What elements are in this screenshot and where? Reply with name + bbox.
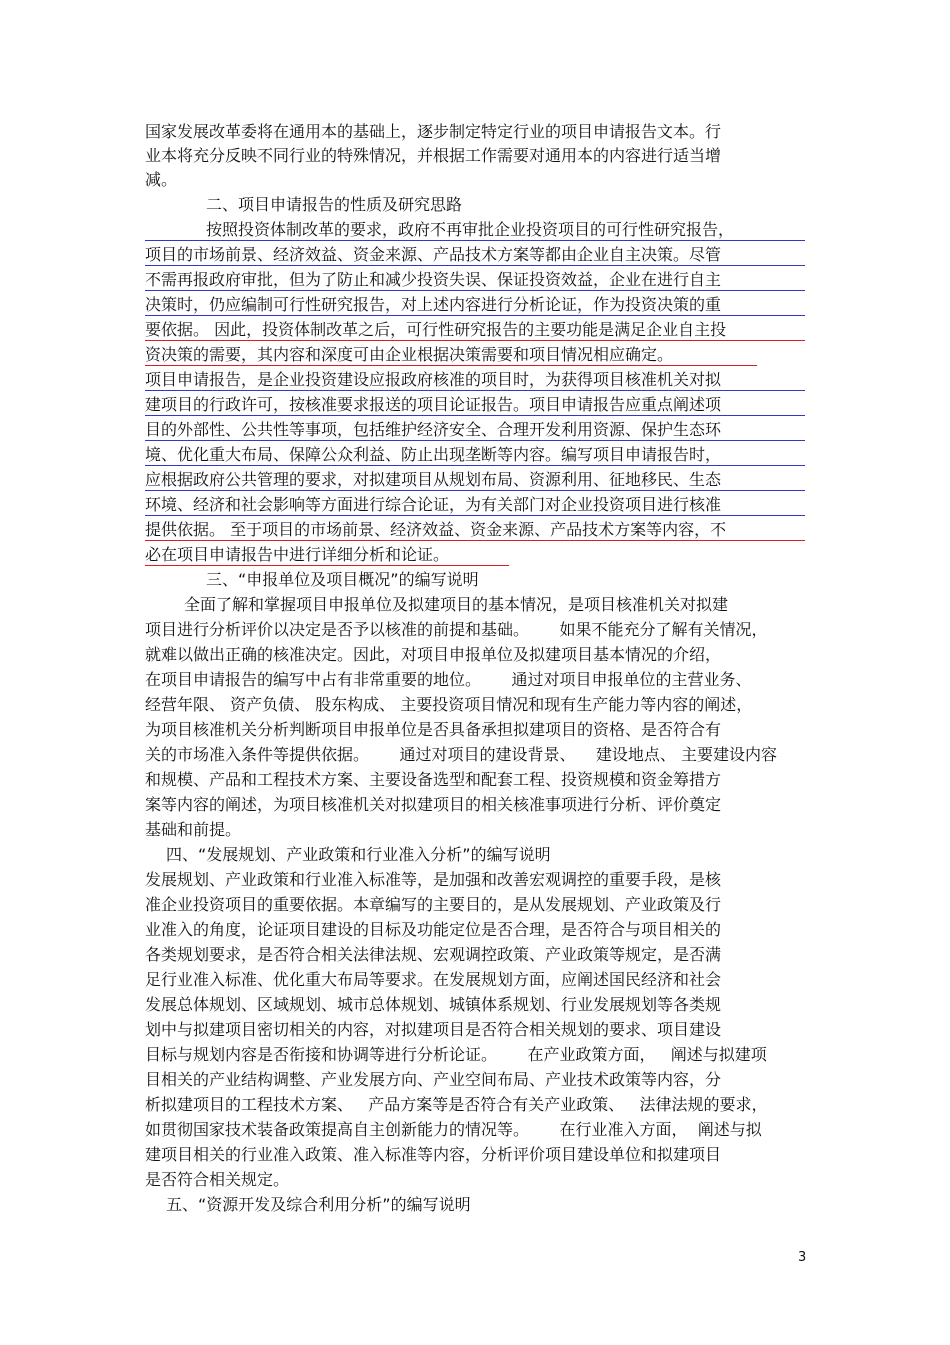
underline-red [145, 365, 757, 366]
page-number: 3 [798, 1250, 807, 1265]
text-line: 基础和前提。 [145, 820, 242, 839]
text-line: 业准入的角度，论证项目建设的目标及功能定位是否合理，是否符合与项目相关的 [145, 920, 722, 939]
text-line: 按照投资体制改革的要求，政府不再审批企业投资项目的可行性研究报告， [206, 220, 735, 239]
text-line: 足行业准入标准、优化重大布局等要求。在发展规划方面，应阐述国民经济和社会 [145, 970, 722, 989]
text-line: 如贯彻国家技术装备政策提高自主创新能力的情况等。 在行业准入方面， 阐述与拟 [145, 1120, 762, 1139]
text-line: 项目的市场前景、经济效益、资金来源、产品技术方案等都由企业自主决策。尽管 [145, 245, 722, 264]
section-heading: 二、项目申请报告的性质及研究思路 [206, 195, 463, 214]
text-line: 为项目核准机关分析判断项目申报单位是否具备承担拟建项目的资格、是否符合有 [145, 720, 722, 739]
text-line: 发展总体规划、区域规划、城市总体规划、城镇体系规划、行业发展规划等各类规 [145, 995, 722, 1014]
text-line: 全面了解和掌握项目申报单位及拟建项目的基本情况，是项目核准机关对拟建 [184, 595, 729, 614]
text-line: 环境、经济和社会影响等方面进行综合论证，为有关部门对企业投资项目进行核准 [145, 495, 722, 514]
text-line: 决策时，仍应编制可行性研究报告，对上述内容进行分析论证，作为投资决策的重 [145, 295, 722, 314]
text-line: 析拟建项目的工程技术方案、 产品方案等是否符合有关产业政策、 法律法规的要求， [145, 1095, 768, 1114]
text-line: 必在项目申请报告中进行详细分析和论证。 [145, 545, 450, 564]
underline-red [145, 565, 509, 566]
text-line: 提供依据。 至于项目的市场前景、经济效益、资金来源、产品技术方案等内容，不 [145, 520, 727, 539]
text-line: 项目进行分析评价以决定是否予以核准的前提和基础。 如果不能充分了解有关情况， [145, 620, 768, 639]
text-line: 就难以做出正确的核准决定。因此，对项目申报单位及拟建项目基本情况的介绍， [145, 645, 722, 664]
text-line: 境、优化重大布局、保障公众利益、防止出现垄断等内容。编写项目申请报告时， [145, 445, 722, 464]
underline-red [145, 540, 805, 541]
underline-blue [145, 390, 805, 391]
underline-blue [145, 265, 805, 266]
text-line: 目相关的产业结构调整、产业发展方向、产业空间布局、产业技术政策等内容，分 [145, 1070, 722, 1089]
underline-blue [145, 465, 805, 466]
text-line: 在项目申请报告的编写中占有非常重要的地位。 通过对项目申报单位的主营业务、 [145, 670, 752, 689]
section-heading: 三、“申报单位及项目概况”的编写说明 [206, 570, 479, 589]
text-line: 各类规划要求，是否符合相关法律法规、宏观调控政策、产业政策等规定，是否满 [145, 945, 722, 964]
section-heading: 四、“发展规划、产业政策和行业准入分析”的编写说明 [166, 845, 551, 864]
text-line: 和规模、产品和工程技术方案、主要设备选型和配套工程、投资规模和资金筹措方 [145, 770, 722, 789]
text-line: 案等内容的阐述，为项目核准机关对拟建项目的相关核准事项进行分析、评价奠定 [145, 795, 722, 814]
underline-red [145, 340, 805, 341]
text-line: 准企业投资项目的重要依据。本章编写的主要目的，是从发展规划、产业政策及行 [145, 895, 722, 914]
text-line: 经营年限、 资产负债、 股东构成、 主要投资项目情况和现有生产能力等内容的阐述， [145, 695, 753, 714]
text-line: 建项目的行政许可，按核准要求报送的项目论证报告。项目申请报告应重点阐述项 [145, 395, 722, 414]
text-line: 国家发展改革委将在通用本的基础上，逐步制定特定行业的项目申请报告文本。行 [145, 122, 722, 141]
text-line: 要依据。 因此，投资体制改革之后，可行性研究报告的主要功能是满足企业自主投 [145, 320, 727, 339]
underline-blue [145, 515, 805, 516]
text-line: 不需再报政府审批，但为了防止和减少投资失误、保证投资效益，企业在进行自主 [145, 270, 722, 289]
underline-blue [145, 415, 805, 416]
text-line: 目标与规划内容是否衔接和协调等进行分析论证。 在产业政策方面， 阐述与拟建项 [145, 1045, 767, 1064]
text-line: 目的外部性、公共性等事项，包括维护经济安全、合理开发利用资源、保护生态环 [145, 420, 722, 439]
underline-blue [145, 440, 805, 441]
text-line: 应根据政府公共管理的要求，对拟建项目从规划布局、资源利用、征地移民、生态 [145, 470, 722, 489]
underline-blue [145, 315, 805, 316]
text-line: 是否符合相关规定。 [145, 1170, 290, 1189]
text-line: 业本将充分反映不同行业的特殊情况，并根据工作需要对通用本的内容进行适当增 [145, 146, 722, 165]
text-line: 发展规划、产业政策和行业准入标准等，是加强和改善宏观调控的重要手段，是核 [145, 870, 722, 889]
text-line: 减。 [145, 170, 178, 189]
underline-blue [145, 290, 805, 291]
section-heading: 五、“资源开发及综合利用分析”的编写说明 [166, 1195, 471, 1214]
text-line: 资决策的需要，其内容和深度可由企业根据决策需要和项目情况相应确定。 [145, 345, 674, 364]
text-line: 项目申请报告，是企业投资建设应报政府核准的项目时，为获得项目核准机关对拟 [145, 370, 722, 389]
underline-blue [145, 240, 805, 241]
underline-blue [145, 490, 805, 491]
text-line: 划中与拟建项目密切相关的内容，对拟建项目是否符合相关规划的要求、项目建设 [145, 1020, 722, 1039]
text-line: 建项目相关的行业准入政策、准入标准等内容，分析评价项目建设单位和拟建项目 [145, 1145, 722, 1164]
text-line: 关的市场准入条件等提供依据。 通过对项目的建设背景、 建设地点、 主要建设内容 [145, 745, 777, 764]
